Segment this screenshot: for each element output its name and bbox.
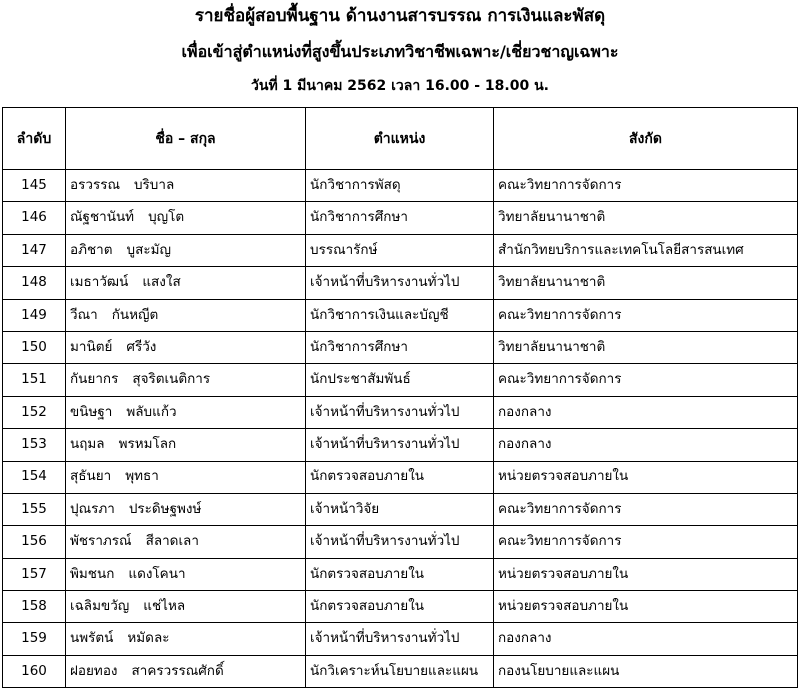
table-row (3, 655, 798, 687)
table-row (3, 623, 798, 655)
cell-department: คณะวิทยาการจัดการ (494, 493, 798, 525)
cell-no: 148 (3, 267, 66, 299)
cell-name (66, 429, 306, 461)
cell-department: กองนโยบายและแผน (494, 655, 798, 687)
last-name: บูสะมัญ (126, 241, 171, 258)
cell-no: 152 (3, 396, 66, 428)
cell-department: กองกลาง (494, 623, 798, 655)
last-name: แดงโคนา (128, 565, 186, 582)
cell-position: นักตรวจสอบภายใน (306, 461, 494, 493)
cell-position: นักตรวจสอบภายใน (306, 558, 494, 590)
cell-department: สำนักวิทยบริการและเทคโนโลยีสารสนเทศ (494, 234, 798, 266)
table-row (3, 558, 798, 590)
examinee-table (2, 107, 798, 688)
cell-name (66, 591, 306, 623)
table-row (3, 234, 798, 266)
cell-no: 154 (3, 461, 66, 493)
last-name: ประดิษฐพงษ์ (128, 500, 202, 517)
cell-position: นักวิเคราะห์นโยบายและแผน (306, 655, 494, 687)
last-name: บริบาล (133, 176, 175, 193)
cell-no: 151 (3, 364, 66, 396)
cell-name (66, 170, 306, 202)
cell-name (66, 364, 306, 396)
table-row (3, 429, 798, 461)
table-row (3, 299, 798, 331)
first-name: อภิชาต (70, 241, 113, 258)
exam-datetime: วันที่ 1 มีนาคม 2562 เวลา 16.00 - 18.00 น. (251, 78, 549, 94)
cell-no: 160 (3, 655, 66, 687)
cell-position: เจ้าหน้าที่บริหารงานทั่วไป (306, 267, 494, 299)
table-row (3, 396, 798, 428)
last-name: แสงใส (142, 274, 181, 291)
cell-position: นักวิชาการศึกษา (306, 331, 494, 363)
cell-position: นักวิชาการศึกษา (306, 202, 494, 234)
cell-name (66, 558, 306, 590)
cell-no: 145 (3, 170, 66, 202)
cell-name (66, 396, 306, 428)
cell-no: 157 (3, 558, 66, 590)
cell-no: 159 (3, 623, 66, 655)
cell-name (66, 493, 306, 525)
cell-department: คณะวิทยาการจัดการ (494, 526, 798, 558)
cell-department: คณะวิทยาการจัดการ (494, 299, 798, 331)
table-row (3, 202, 798, 234)
column-header-name: ชื่อ – สกุล (66, 108, 306, 170)
cell-position: เจ้าหน้าที่บริหารงานทั่วไป (306, 396, 494, 428)
cell-department: วิทยาลัยนานาชาติ (494, 267, 798, 299)
first-name: ณัฐชานันท์ (70, 209, 135, 226)
cell-department: หน่วยตรวจสอบภายใน (494, 558, 798, 590)
cell-name (66, 267, 306, 299)
cell-no: 150 (3, 331, 66, 363)
last-name: พุทธา (125, 468, 159, 485)
cell-name (66, 234, 306, 266)
table-row (3, 331, 798, 363)
table-header-row (3, 108, 798, 170)
first-name: ปุณรภา (70, 500, 115, 517)
last-name: สุจริตเนติการ (132, 371, 211, 388)
cell-position: เจ้าหน้าที่บริหารงานทั่วไป (306, 526, 494, 558)
cell-department: กองกลาง (494, 396, 798, 428)
first-name: นฤมล (70, 436, 105, 453)
cell-position: เจ้าหน้าวิจัย (306, 493, 494, 525)
cell-no: 156 (3, 526, 66, 558)
first-name: เฉลิมขวัญ (70, 598, 130, 615)
cell-name (66, 461, 306, 493)
cell-no: 146 (3, 202, 66, 234)
cell-department: วิทยาลัยนานาชาติ (494, 202, 798, 234)
cell-name (66, 655, 306, 687)
cell-name (66, 299, 306, 331)
cell-no: 155 (3, 493, 66, 525)
last-name: บุญโต (148, 209, 185, 226)
cell-name (66, 202, 306, 234)
table-row (3, 526, 798, 558)
cell-no: 153 (3, 429, 66, 461)
last-name: แช่ไหล (143, 598, 186, 615)
cell-no: 147 (3, 234, 66, 266)
last-name: พลับแก้ว (126, 403, 177, 420)
first-name: อรวรรณ (70, 176, 120, 193)
cell-name (66, 526, 306, 558)
first-name: พัชราภรณ์ (70, 533, 132, 550)
cell-department: คณะวิทยาการจัดการ (494, 364, 798, 396)
cell-position: เจ้าหน้าที่บริหารงานทั่วไป (306, 429, 494, 461)
cell-name (66, 623, 306, 655)
table-body (3, 170, 798, 688)
cell-position: นักวิชาการพัสดุ (306, 170, 494, 202)
cell-name (66, 331, 306, 363)
table-row (3, 461, 798, 493)
table-row (3, 267, 798, 299)
cell-position: บรรณารักษ์ (306, 234, 494, 266)
cell-department: หน่วยตรวจสอบภายใน (494, 461, 798, 493)
document-title: รายชื่อผู้สอบพื้นฐาน ด้านงานสารบรรณ การเงินและพัสดุ (194, 6, 606, 26)
column-header-no: ลำดับ (3, 108, 66, 170)
last-name: หมัดละ (127, 630, 170, 647)
cell-position: เจ้าหน้าที่บริหารงานทั่วไป (306, 623, 494, 655)
first-name: กันยากร (70, 371, 119, 388)
first-name: สุธันยา (70, 468, 112, 485)
cell-department: กองกลาง (494, 429, 798, 461)
last-name: สีลาดเลา (145, 533, 199, 550)
table-row (3, 591, 798, 623)
cell-position: นักประชาสัมพันธ์ (306, 364, 494, 396)
last-name: กันหญีต (111, 306, 159, 323)
cell-no: 149 (3, 299, 66, 331)
first-name: มานิตย์ (70, 338, 113, 355)
first-name: นพรัตน์ (70, 630, 114, 647)
first-name: พิมชนก (70, 565, 115, 582)
column-header-position: ตำแหน่ง (306, 108, 494, 170)
first-name: ฝอยทอง (70, 662, 118, 679)
first-name: ขนิษฐา (70, 403, 113, 420)
first-name: เมธาวัฒน์ (70, 274, 129, 291)
cell-position: นักวิชาการเงินและบัญชี (306, 299, 494, 331)
table-row (3, 493, 798, 525)
document-subtitle: เพื่อเข้าสู่ตำแหน่งที่สูงขึ้นประเภทวิชาชีพเฉพาะ/เชี่ยวชาญเฉพาะ (181, 42, 619, 61)
cell-department: วิทยาลัยนานาชาติ (494, 331, 798, 363)
last-name: ศรีวัง (126, 338, 157, 355)
last-name: พรหมโลก (118, 436, 177, 453)
last-name: สาครวรรณศักดิ์ (131, 662, 224, 679)
column-header-department: สังกัด (494, 108, 798, 170)
cell-department: คณะวิทยาการจัดการ (494, 170, 798, 202)
cell-position: นักตรวจสอบภายใน (306, 591, 494, 623)
table-row (3, 170, 798, 202)
table-row (3, 364, 798, 396)
cell-department: หน่วยตรวจสอบภายใน (494, 591, 798, 623)
first-name: วีณา (70, 306, 98, 323)
cell-no: 158 (3, 591, 66, 623)
